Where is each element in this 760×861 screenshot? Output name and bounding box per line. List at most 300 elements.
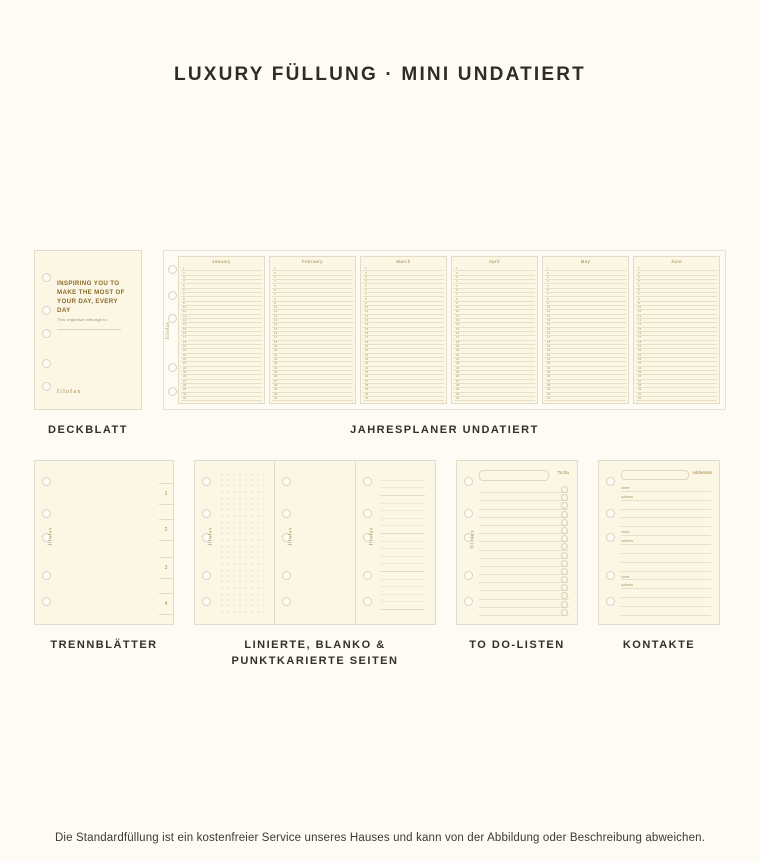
contact-field-row[interactable] — [621, 501, 711, 510]
checkbox-icon[interactable] — [561, 584, 568, 591]
ring-hole — [282, 509, 291, 518]
day-row[interactable]: 26 — [636, 375, 717, 379]
ring-hole — [464, 509, 473, 518]
ring-hole — [606, 597, 615, 606]
day-row[interactable]: 25 — [363, 371, 444, 375]
day-row[interactable]: 19 — [363, 345, 444, 349]
day-row[interactable]: 9 — [272, 302, 353, 306]
day-row[interactable]: 30 — [636, 393, 717, 397]
brand-logo: filofax — [57, 389, 82, 395]
day-row[interactable]: 15 — [636, 328, 717, 332]
todo-row[interactable] — [479, 551, 569, 559]
ring-hole — [606, 533, 615, 542]
day-row[interactable]: 26 — [363, 375, 444, 379]
month-column — [451, 256, 538, 404]
day-row[interactable]: 3 — [545, 276, 626, 280]
day-row[interactable]: 31 — [181, 397, 262, 401]
day-row[interactable]: 9 — [181, 302, 262, 306]
day-row[interactable]: 23 — [545, 362, 626, 366]
day-row[interactable]: 31 — [363, 397, 444, 401]
day-row[interactable]: 19 — [272, 345, 353, 349]
todo-row[interactable] — [479, 600, 569, 608]
day-row[interactable]: 24 — [545, 367, 626, 371]
todo-row[interactable] — [479, 575, 569, 583]
day-row[interactable]: 1 — [454, 267, 535, 271]
day-row[interactable]: 30 — [545, 393, 626, 397]
seiten-brand-right: filofax — [369, 526, 375, 545]
ring-hole — [606, 509, 615, 518]
day-row[interactable]: 16 — [636, 332, 717, 336]
day-row[interactable]: 5 — [363, 284, 444, 288]
checkbox-icon[interactable] — [561, 568, 568, 575]
day-row[interactable]: 18 — [363, 341, 444, 345]
contact-field-row[interactable]: address — [621, 536, 711, 545]
day-row[interactable]: 23 — [181, 362, 262, 366]
day-row[interactable]: 18 — [545, 341, 626, 345]
day-row[interactable]: 21 — [272, 354, 353, 358]
day-row[interactable]: 26 — [181, 375, 262, 379]
contact-field-row[interactable] — [621, 545, 711, 554]
day-row[interactable]: 29 — [454, 388, 535, 392]
day-row[interactable]: 25 — [636, 371, 717, 375]
day-row[interactable]: 16 — [545, 332, 626, 336]
product-kontakte — [598, 460, 720, 653]
checkbox-icon[interactable] — [561, 576, 568, 583]
ring-hole — [168, 363, 177, 372]
day-row[interactable]: 6 — [636, 289, 717, 293]
ring-hole — [606, 571, 615, 580]
day-row[interactable]: 23 — [272, 362, 353, 366]
day-row[interactable]: 27 — [454, 380, 535, 384]
day-row[interactable]: 5 — [545, 284, 626, 288]
day-row[interactable]: 4 — [545, 280, 626, 284]
day-row[interactable]: 9 — [363, 302, 444, 306]
day-row[interactable]: 21 — [454, 354, 535, 358]
day-row[interactable]: 15 — [363, 328, 444, 332]
day-row[interactable]: 5 — [454, 284, 535, 288]
month-columns — [178, 256, 720, 404]
day-row[interactable]: 16 — [181, 332, 262, 336]
day-row[interactable]: 14 — [272, 323, 353, 327]
contact-field-row[interactable] — [621, 518, 711, 527]
day-row[interactable]: 8 — [454, 297, 535, 301]
contact-field-row[interactable]: address — [621, 492, 711, 501]
day-row[interactable]: 23 — [363, 362, 444, 366]
checkbox-icon[interactable] — [561, 601, 568, 608]
todo-sheet — [456, 460, 578, 625]
day-row[interactable]: 27 — [363, 380, 444, 384]
day-row[interactable]: 10 — [545, 306, 626, 310]
checkbox-icon[interactable] — [561, 511, 568, 518]
day-row[interactable]: 14 — [454, 323, 535, 327]
day-row[interactable]: 13 — [272, 319, 353, 323]
day-row[interactable]: 27 — [636, 380, 717, 384]
deckblatt-rule — [57, 329, 121, 330]
kontakte-sheet — [598, 460, 720, 625]
day-row[interactable]: 12 — [363, 315, 444, 319]
contact-field-row[interactable] — [621, 510, 711, 519]
ring-hole — [42, 382, 51, 391]
day-row[interactable]: 18 — [181, 341, 262, 345]
divider-tab[interactable]: 1 — [159, 483, 174, 505]
day-row[interactable]: 11 — [181, 310, 262, 314]
day-row[interactable]: 20 — [454, 349, 535, 353]
ring-hole — [282, 597, 291, 606]
checkbox-icon[interactable] — [561, 486, 568, 493]
day-row[interactable]: 6 — [363, 289, 444, 293]
day-row[interactable]: 13 — [454, 319, 535, 323]
todo-brand: filofax — [470, 529, 476, 549]
month-day-rows — [636, 267, 717, 401]
day-row[interactable]: 12 — [454, 315, 535, 319]
day-row[interactable]: 16 — [454, 332, 535, 336]
day-row[interactable]: 11 — [363, 310, 444, 314]
todo-row[interactable] — [479, 485, 569, 493]
day-row[interactable]: 1 — [545, 267, 626, 271]
day-row[interactable]: 12 — [636, 315, 717, 319]
day-row[interactable]: 28 — [636, 384, 717, 388]
caption-kontakte: KONTAKTE — [622, 639, 696, 651]
seiten-brand-left: filofax — [208, 526, 214, 545]
day-row[interactable]: 17 — [636, 336, 717, 340]
day-row[interactable]: 2 — [181, 271, 262, 275]
month-name: May — [580, 259, 591, 264]
ring-hole — [42, 477, 51, 486]
divider-tab[interactable]: 4 — [159, 593, 174, 615]
todo-row[interactable] — [479, 559, 569, 567]
day-row[interactable]: 1 — [636, 267, 717, 271]
day-row[interactable]: 15 — [454, 328, 535, 332]
day-row[interactable]: 21 — [181, 354, 262, 358]
day-row[interactable]: 7 — [454, 293, 535, 297]
day-row[interactable]: 12 — [272, 315, 353, 319]
day-row[interactable]: 2 — [636, 271, 717, 275]
day-row[interactable]: 29 — [181, 388, 262, 392]
day-row[interactable]: 22 — [363, 358, 444, 362]
contact-field-row[interactable] — [621, 607, 711, 616]
day-row[interactable]: 26 — [545, 375, 626, 379]
checkbox-icon[interactable] — [561, 543, 568, 550]
day-row[interactable]: 4 — [181, 280, 262, 284]
month-name: January — [212, 259, 231, 264]
todo-row[interactable] — [479, 510, 569, 518]
day-row[interactable]: 8 — [363, 297, 444, 301]
day-row[interactable]: 14 — [363, 323, 444, 327]
footer-note: Die Standardfüllung ist ein kostenfreier Service unseres Hauses und kann von der Abbildung oder Beschreibung abweichen. — [54, 832, 706, 844]
day-row[interactable]: 6 — [272, 289, 353, 293]
day-row[interactable]: 21 — [636, 354, 717, 358]
day-row[interactable]: 6 — [454, 289, 535, 293]
day-row[interactable]: 20 — [363, 349, 444, 353]
divider-tab[interactable]: 2 — [159, 519, 174, 541]
day-row[interactable]: 2 — [545, 271, 626, 275]
dot-grid — [219, 471, 264, 614]
day-row[interactable]: 4 — [363, 280, 444, 284]
jahresplaner-brand: filofax — [166, 321, 171, 339]
day-row[interactable]: 22 — [181, 358, 262, 362]
rule-lines — [380, 473, 425, 614]
day-row[interactable]: 20 — [272, 349, 353, 353]
day-row[interactable]: 25 — [181, 371, 262, 375]
todo-row[interactable] — [479, 542, 569, 550]
contact-field-row[interactable]: address — [621, 580, 711, 589]
day-row[interactable]: 19 — [454, 345, 535, 349]
day-row[interactable]: 31 — [454, 397, 535, 401]
todo-title-field[interactable] — [479, 470, 549, 481]
day-row[interactable]: 1 — [363, 267, 444, 271]
dotted-page — [195, 461, 274, 624]
product-seiten — [194, 460, 436, 669]
day-row[interactable]: 4 — [454, 280, 535, 284]
day-row[interactable]: 15 — [181, 328, 262, 332]
day-row[interactable]: 30 — [454, 393, 535, 397]
day-row[interactable]: 4 — [272, 280, 353, 284]
checkbox-icon[interactable] — [561, 494, 568, 501]
todo-row[interactable] — [479, 591, 569, 599]
day-row[interactable]: 24 — [272, 367, 353, 371]
day-row[interactable]: 8 — [636, 297, 717, 301]
day-row[interactable]: 23 — [636, 362, 717, 366]
day-row[interactable]: 2 — [454, 271, 535, 275]
month-day-rows — [181, 267, 262, 401]
day-row[interactable]: 23 — [454, 362, 535, 366]
product-deckblatt — [34, 250, 142, 438]
checkbox-icon[interactable] — [561, 527, 568, 534]
caption-todo: TO DO-LISTEN — [469, 639, 565, 651]
ring-hole — [202, 509, 211, 518]
day-row[interactable]: 7 — [363, 293, 444, 297]
day-row[interactable]: 7 — [636, 293, 717, 297]
day-row[interactable]: 14 — [181, 323, 262, 327]
day-row[interactable]: 9 — [454, 302, 535, 306]
day-row[interactable]: 26 — [454, 375, 535, 379]
day-row[interactable]: 21 — [545, 354, 626, 358]
day-row[interactable]: 22 — [545, 358, 626, 362]
day-row[interactable]: 6 — [545, 289, 626, 293]
ring-hole — [606, 477, 615, 486]
product-todo — [456, 460, 578, 653]
day-row[interactable]: 20 — [181, 349, 262, 353]
day-row[interactable]: 3 — [454, 276, 535, 280]
todo-row[interactable] — [479, 567, 569, 575]
todo-row[interactable] — [479, 534, 569, 542]
contact-field-row[interactable] — [621, 554, 711, 563]
contact-field-row[interactable]: name — [621, 527, 711, 536]
contact-field-row[interactable] — [621, 598, 711, 607]
day-row[interactable]: 22 — [272, 358, 353, 362]
kontakte-title-field[interactable] — [621, 470, 689, 480]
day-row[interactable]: 27 — [181, 380, 262, 384]
day-row[interactable]: 18 — [636, 341, 717, 345]
checkbox-icon[interactable] — [561, 592, 568, 599]
day-row[interactable]: 3 — [636, 276, 717, 280]
month-day-rows — [454, 267, 535, 401]
day-row[interactable]: 11 — [454, 310, 535, 314]
todo-row[interactable] — [479, 608, 569, 616]
contact-field-row[interactable] — [621, 563, 711, 572]
day-row[interactable]: 29 — [272, 388, 353, 392]
todo-label: To Do — [557, 470, 569, 475]
day-row[interactable]: 11 — [272, 310, 353, 314]
day-row[interactable]: 31 — [272, 397, 353, 401]
day-row[interactable]: 14 — [636, 323, 717, 327]
day-row[interactable]: 17 — [272, 336, 353, 340]
day-row[interactable]: 12 — [545, 315, 626, 319]
day-row[interactable]: 14 — [545, 323, 626, 327]
contact-field-row[interactable]: name — [621, 483, 711, 492]
day-row[interactable]: 13 — [545, 319, 626, 323]
day-row[interactable]: 29 — [636, 388, 717, 392]
day-row[interactable]: 28 — [181, 384, 262, 388]
todo-row[interactable] — [479, 583, 569, 591]
todo-row[interactable] — [479, 493, 569, 501]
day-row[interactable]: 7 — [272, 293, 353, 297]
checkbox-icon[interactable] — [561, 609, 568, 616]
day-row[interactable]: 2 — [363, 271, 444, 275]
kontakte-label: Addresses — [692, 470, 712, 475]
day-row[interactable]: 9 — [636, 302, 717, 306]
day-row[interactable]: 10 — [363, 306, 444, 310]
ring-hole — [363, 571, 372, 580]
day-row[interactable]: 25 — [272, 371, 353, 375]
seiten-brand-mid: filofax — [288, 526, 294, 545]
day-row[interactable]: 4 — [636, 280, 717, 284]
day-row[interactable]: 15 — [545, 328, 626, 332]
day-row[interactable]: 5 — [181, 284, 262, 288]
day-row[interactable]: 1 — [272, 267, 353, 271]
ring-hole — [363, 477, 372, 486]
contact-field-row[interactable] — [621, 589, 711, 598]
day-row[interactable]: 25 — [454, 371, 535, 375]
day-row[interactable]: 17 — [363, 336, 444, 340]
product-trennblaetter — [34, 460, 174, 653]
day-row[interactable]: 31 — [636, 397, 717, 401]
checkbox-icon[interactable] — [561, 519, 568, 526]
day-row[interactable]: 31 — [545, 397, 626, 401]
day-row[interactable]: 10 — [272, 306, 353, 310]
checkbox-icon[interactable] — [561, 552, 568, 559]
day-row[interactable]: 18 — [454, 341, 535, 345]
todo-row[interactable] — [479, 526, 569, 534]
day-row[interactable]: 3 — [272, 276, 353, 280]
day-row[interactable]: 13 — [636, 319, 717, 323]
day-row[interactable]: 28 — [545, 384, 626, 388]
day-row[interactable]: 8 — [181, 297, 262, 301]
day-row[interactable]: 24 — [181, 367, 262, 371]
ring-hole — [42, 597, 51, 606]
blank-page — [274, 461, 354, 624]
caption-trennblaetter: TRENNBLÄTTER — [50, 639, 158, 651]
day-row[interactable]: 11 — [545, 310, 626, 314]
day-row[interactable]: 10 — [454, 306, 535, 310]
day-row[interactable]: 15 — [272, 328, 353, 332]
day-row[interactable]: 20 — [636, 349, 717, 353]
todo-row[interactable] — [479, 518, 569, 526]
month-day-rows — [272, 267, 353, 401]
day-row[interactable]: 2 — [272, 271, 353, 275]
seiten-sheet — [194, 460, 436, 625]
day-row[interactable]: 30 — [272, 393, 353, 397]
caption-seiten-line2: PUNKTKARIERTE SEITEN — [231, 655, 399, 667]
day-row[interactable]: 6 — [181, 289, 262, 293]
day-row[interactable]: 29 — [363, 388, 444, 392]
deckblatt-headline: INSPIRING YOU TO MAKE THE MOST OF YOUR DAY, EVERY DAY — [57, 280, 125, 314]
checkbox-icon[interactable] — [561, 560, 568, 567]
day-row[interactable]: 1 — [181, 267, 262, 271]
deckblatt-sheet — [34, 250, 142, 410]
day-row[interactable]: 28 — [363, 384, 444, 388]
day-row[interactable]: 11 — [636, 310, 717, 314]
day-row[interactable]: 16 — [363, 332, 444, 336]
day-row[interactable]: 20 — [545, 349, 626, 353]
day-row[interactable]: 10 — [636, 306, 717, 310]
ring-hole — [202, 477, 211, 486]
day-row[interactable]: 28 — [272, 384, 353, 388]
month-column — [633, 256, 720, 404]
day-row[interactable]: 10 — [181, 306, 262, 310]
day-row[interactable]: 17 — [454, 336, 535, 340]
caption-jahresplaner: JAHRESPLANER UNDATIERT — [350, 424, 539, 436]
day-row[interactable]: 25 — [545, 371, 626, 375]
day-row[interactable]: 8 — [272, 297, 353, 301]
day-row[interactable]: 17 — [545, 336, 626, 340]
todo-row[interactable] — [479, 501, 569, 509]
day-row[interactable]: 12 — [181, 315, 262, 319]
day-row[interactable]: 21 — [363, 354, 444, 358]
checkbox-icon[interactable] — [561, 535, 568, 542]
ring-hole — [42, 329, 51, 338]
day-row[interactable]: 28 — [454, 384, 535, 388]
day-row[interactable]: 8 — [545, 297, 626, 301]
day-row[interactable]: 22 — [636, 358, 717, 362]
day-row[interactable]: 5 — [272, 284, 353, 288]
day-row[interactable]: 13 — [363, 319, 444, 323]
day-row[interactable]: 30 — [363, 393, 444, 397]
day-row[interactable]: 19 — [545, 345, 626, 349]
contact-field-row[interactable]: name — [621, 572, 711, 581]
day-row[interactable]: 22 — [454, 358, 535, 362]
day-row[interactable]: 13 — [181, 319, 262, 323]
deckblatt-subline: This organiser belongs to — [57, 317, 107, 322]
month-column — [360, 256, 447, 404]
divider-tab[interactable]: 3 — [159, 557, 174, 579]
todo-rows — [479, 485, 569, 616]
day-row[interactable]: 17 — [181, 336, 262, 340]
month-name: February — [302, 259, 323, 264]
day-row[interactable]: 24 — [454, 367, 535, 371]
day-row[interactable]: 7 — [545, 293, 626, 297]
day-row[interactable]: 16 — [272, 332, 353, 336]
day-row[interactable]: 7 — [181, 293, 262, 297]
day-row[interactable]: 24 — [636, 367, 717, 371]
month-day-rows — [363, 267, 444, 401]
month-name: April — [489, 259, 500, 264]
day-row[interactable]: 3 — [363, 276, 444, 280]
day-row[interactable]: 30 — [181, 393, 262, 397]
day-row[interactable]: 9 — [545, 302, 626, 306]
day-row[interactable]: 5 — [636, 284, 717, 288]
day-row[interactable]: 26 — [272, 375, 353, 379]
day-row[interactable]: 3 — [181, 276, 262, 280]
day-row[interactable]: 19 — [636, 345, 717, 349]
checkbox-icon[interactable] — [561, 502, 568, 509]
day-row[interactable]: 27 — [272, 380, 353, 384]
day-row[interactable]: 19 — [181, 345, 262, 349]
day-row[interactable]: 24 — [363, 367, 444, 371]
day-row[interactable]: 18 — [272, 341, 353, 345]
day-row[interactable]: 29 — [545, 388, 626, 392]
day-row[interactable]: 27 — [545, 380, 626, 384]
